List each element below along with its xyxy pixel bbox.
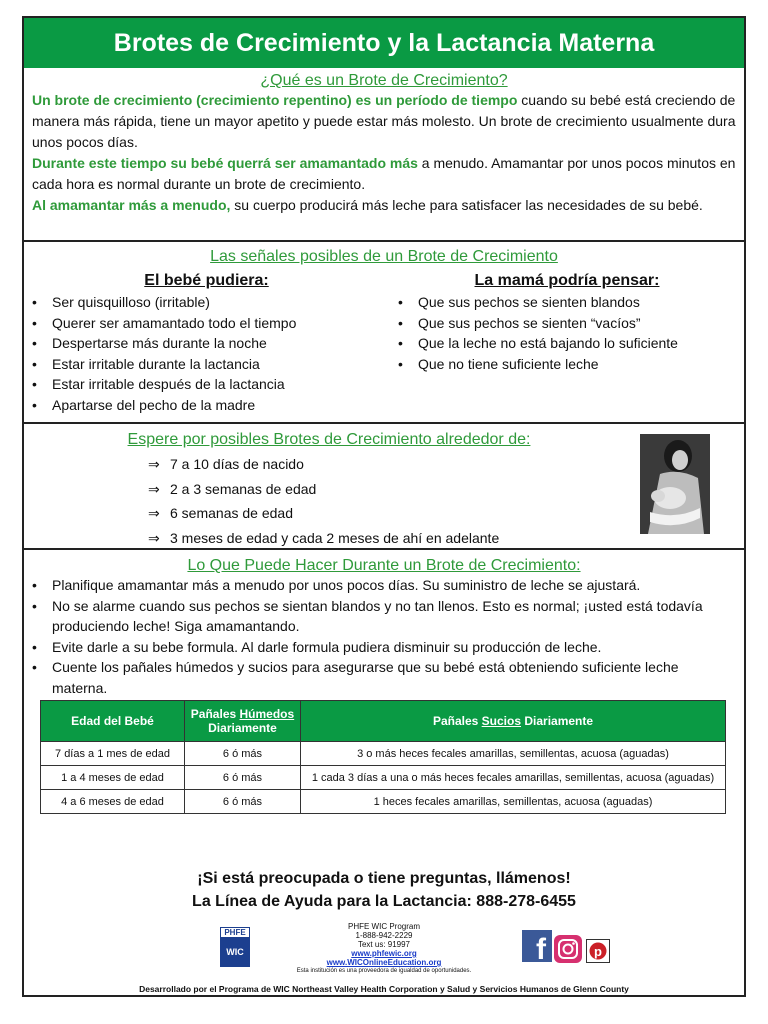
helpline-number: La Línea de Ayuda para la Lactancia: 888-278-6455 (192, 893, 576, 910)
program-info (284, 922, 484, 975)
mom-signs-list (390, 292, 744, 374)
section-heading-expect: Espere por posibles Brotes de Crecimiento alrededor de: (127, 431, 531, 448)
list-item: ⇒ 2 a 3 semanas de edad (148, 477, 499, 502)
table-row (41, 766, 726, 790)
section-what-is-text (24, 90, 744, 216)
helpline-block (24, 867, 744, 913)
list-item: ⇒ 6 semanas de edad (148, 501, 499, 526)
phfe-wic-logo (220, 927, 250, 967)
list-item: ⇒ 7 a 10 días de nacido (148, 452, 499, 477)
baby-column-heading: El bebé pudiera: (144, 272, 269, 289)
helpline-question: ¡Si está preocupada o tiene preguntas, llámenos! (197, 870, 571, 887)
list-item: • Que sus pechos se sienten blandos (390, 292, 744, 313)
col-wet-sub: Diariamente (208, 721, 277, 735)
logo-bottom-text: WIC (226, 947, 244, 957)
logo-top-text: PHFE (221, 928, 249, 937)
list-item: • Apartarse del pecho de la madre (24, 395, 389, 416)
col-wet-label: Pañales (190, 707, 240, 721)
col-wet (185, 701, 301, 742)
equal-opportunity-text: Esta institución es una proveedora de igualdad de oportunidades. (296, 968, 472, 974)
list-item: • Que no tiene suficiente leche (390, 354, 744, 375)
instagram-icon[interactable] (554, 935, 582, 963)
list-item: • Despertarse más durante la noche (24, 333, 389, 354)
list-item: • Ser quisquilloso (irritable) (24, 292, 389, 313)
program-phone: 1-888-942-2229 (355, 931, 413, 940)
cell-age: 7 días a 1 mes de edad (41, 742, 185, 766)
para2-text: a menudo. Amamantar por unos pocos minutos en cada hora es normal durante un brote de crecimiento. (32, 155, 736, 192)
developed-by: Desarrollado por el Programa de WIC Northeast Valley Health Corporation y Salud y Servicios Humanos de Glenn County (139, 984, 629, 994)
baby-signs-list (24, 292, 389, 415)
cell-dirty: 1 cada 3 días a una o más heces fecales amarillas, semillentas, acuosa (aguadas) (301, 766, 726, 790)
mom-column-heading: La mamá podría pensar: (474, 272, 660, 289)
col-wet-emph: Húmedos (239, 707, 295, 721)
section-heading-what-is: ¿Qué es un Brote de Crecimiento? (260, 72, 508, 89)
table-row (41, 790, 726, 814)
para2-highlight: Durante este tiempo su bebé querrá ser amamantado más (32, 155, 418, 171)
mother-baby-photo (640, 434, 710, 534)
cell-wet: 6 ó más (185, 742, 301, 766)
svg-text:f: f (536, 933, 546, 962)
para3-text: su cuerpo producirá más leche para satisfacer las necesidades de su bebé. (230, 197, 703, 213)
list-item: • Que la leche no está bajando lo suficiente (390, 333, 744, 354)
section-heading-signals: Las señales posibles de un Brote de Crecimiento (210, 248, 558, 265)
col-dirty-emph: Sucios (481, 714, 522, 728)
todo-list (24, 575, 744, 698)
list-item: • Estar irritable durante la lactancia (24, 354, 389, 375)
cell-wet: 6 ó más (185, 766, 301, 790)
para1-highlight: Un brote de crecimiento (crecimiento repentino) es un período de tiempo (32, 92, 518, 108)
wiconline-link[interactable]: www.WICOnlineEducation.org (326, 958, 442, 967)
col-age: Edad del Bebé (41, 701, 185, 742)
section-what-is (24, 68, 744, 240)
baby-column (24, 272, 389, 415)
section-what-to-do (24, 550, 744, 997)
para3-highlight: Al amamantar más a menudo, (32, 197, 231, 213)
list-item: • Que sus pechos se sienten “vacíos” (390, 313, 744, 334)
list-item: • Evite darle a su bebe formula. Al darle formula pudiera disminuir su producción de leche. (24, 637, 734, 658)
section-expect (24, 424, 744, 548)
table-header-row (41, 701, 726, 742)
list-item: • Planifique amamantar más a menudo por unos pocos días. Su suministro de leche se ajustará. (24, 575, 734, 596)
list-item: • Estar irritable después de la lactancia (24, 374, 389, 395)
list-item: • Cuente los pañales húmedos y sucios para asegurarse que su bebé está obteniendo suficiente leche materna. (24, 657, 734, 698)
mom-column (390, 272, 744, 374)
diaper-table (40, 700, 726, 814)
cell-dirty: 1 heces fecales amarillas, semillentas, acuosa (aguadas) (301, 790, 726, 814)
page-title: Brotes de Crecimiento y la Lactancia Materna (24, 18, 744, 68)
flyer-frame (22, 16, 746, 997)
expect-list (148, 452, 499, 550)
section-signals (24, 242, 744, 422)
list-item: • No se alarme cuando sus pechos se sientan blandos y no tan llenos. Esto es normal; ¡usted está todavía produciendo leche! Siga amamantando. (24, 596, 734, 637)
col-dirty-label: Pañales (432, 714, 482, 728)
program-name: PHFE WIC Program (347, 922, 420, 931)
facebook-icon[interactable] (522, 930, 552, 962)
program-text: Text us: 91997 (357, 940, 411, 949)
section-heading-what-to-do: Lo Que Puede Hacer Durante un Brote de Crecimiento: (187, 557, 581, 574)
cell-dirty: 3 o más heces fecales amarillas, semillentas, acuosa (aguadas) (301, 742, 726, 766)
col-dirty-sub: Diariamente (521, 714, 594, 728)
table-row (41, 742, 726, 766)
para1-text: cuando su bebé está creciendo de manera más rápida, tiene un mayor apetito y puede estar más molesto. Un brote de crecimiento usualmente dura unos pocos días. (32, 92, 736, 150)
phfewic-link[interactable]: www.phfewic.org (351, 949, 417, 958)
cell-age: 1 a 4 meses de edad (41, 766, 185, 790)
svg-text:p: p (594, 944, 602, 959)
cell-wet: 6 ó más (185, 790, 301, 814)
list-item: • Querer ser amamantado todo el tiempo (24, 313, 389, 334)
list-item: ⇒ 3 meses de edad y cada 2 meses de ahí en adelante (148, 526, 499, 551)
pinterest-icon[interactable] (586, 939, 610, 963)
cell-age: 4 a 6 meses de edad (41, 790, 185, 814)
col-dirty (301, 701, 726, 742)
